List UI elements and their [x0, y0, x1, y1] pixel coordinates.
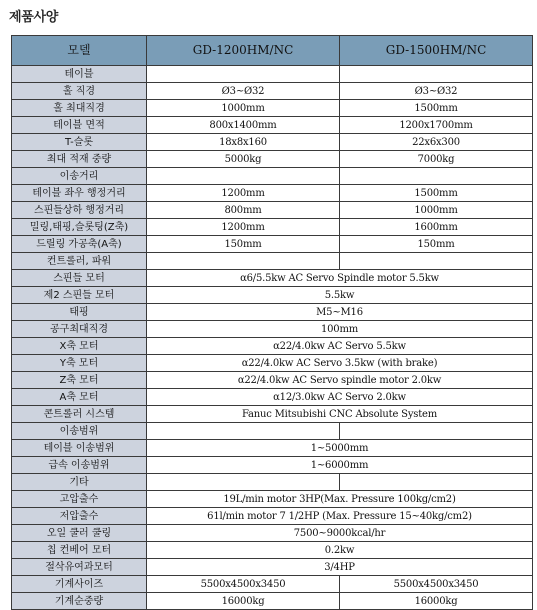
- section-blank-cell: [340, 66, 533, 83]
- spec-value: 61l/min motor 7 1/2HP (Max. Pressure 15~40kg/cm2): [147, 508, 533, 525]
- spec-value-model-2: 1000mm: [340, 202, 533, 219]
- spec-value-model-1: 800x1400mm: [147, 117, 340, 134]
- section-blank-cell: [147, 66, 340, 83]
- spec-value: Fanuc Mitsubishi CNC Absolute System: [147, 406, 533, 423]
- spec-label: 스핀들상하 행정거리: [12, 202, 147, 219]
- table-row: [12, 355, 533, 372]
- spec-label: 밀링,태핑,슬롯팅(Z축): [12, 219, 147, 236]
- spec-value-model-1: Ø3~Ø32: [147, 83, 340, 100]
- table-row: [12, 321, 533, 338]
- spec-value-model-2: 5500x4500x3450: [340, 576, 533, 593]
- spec-value-model-1: 800mm: [147, 202, 340, 219]
- section-header-row: [12, 66, 533, 83]
- section-label: 컨트롤러, 파워: [12, 253, 147, 270]
- spec-value-model-1: 16000kg: [147, 593, 340, 610]
- table-row: [12, 440, 533, 457]
- spec-label: 드릴링 가공축(A축): [12, 236, 147, 253]
- spec-value-model-2: 7000kg: [340, 151, 533, 168]
- spec-value: 1~6000mm: [147, 457, 533, 474]
- spec-label: 기계순중량: [12, 593, 147, 610]
- spec-label: T-슬롯: [12, 134, 147, 151]
- table-row: [12, 83, 533, 100]
- spec-value: 1~5000mm: [147, 440, 533, 457]
- table-row: [12, 134, 533, 151]
- table-row: [12, 100, 533, 117]
- spec-value-model-1: 1200mm: [147, 185, 340, 202]
- spec-label: 오일 쿨러 쿨링: [12, 525, 147, 542]
- spec-value-model-2: 1500mm: [340, 100, 533, 117]
- spec-label: 콘트롤러 시스템: [12, 406, 147, 423]
- section-blank-cell: [340, 423, 533, 440]
- model-name-2: GD-1500HM/NC: [340, 36, 533, 66]
- spec-label: 태핑: [12, 304, 147, 321]
- table-row: [12, 542, 533, 559]
- spec-label: 절삭유여과모터: [12, 559, 147, 576]
- spec-value-model-1: 1000mm: [147, 100, 340, 117]
- table-row: [12, 151, 533, 168]
- section-blank-cell: [340, 474, 533, 491]
- spec-value: α22/4.0kw AC Servo 3.5kw (with brake): [147, 355, 533, 372]
- model-name-1: GD-1200HM/NC: [147, 36, 340, 66]
- table-row: [12, 525, 533, 542]
- table-row: [12, 457, 533, 474]
- spec-label: 테이블 면적: [12, 117, 147, 134]
- spec-value: α22/4.0kw AC Servo spindle motor 2.0kw: [147, 372, 533, 389]
- spec-label: X축 모터: [12, 338, 147, 355]
- spec-table-body: [12, 66, 533, 610]
- table-row: [12, 508, 533, 525]
- table-row: [12, 219, 533, 236]
- spec-value: 100mm: [147, 321, 533, 338]
- spec-value-model-2: 22x6x300: [340, 134, 533, 151]
- spec-value-model-2: 1600mm: [340, 219, 533, 236]
- section-blank-cell: [147, 423, 340, 440]
- section-blank-cell: [340, 168, 533, 185]
- table-row: [12, 236, 533, 253]
- page-title: 제품사양: [9, 10, 59, 25]
- spec-value: α12/3.0kw AC Servo 2.0kw: [147, 389, 533, 406]
- spec-value-model-1: 18x8x160: [147, 134, 340, 151]
- spec-label: 홀 최대직경: [12, 100, 147, 117]
- spec-value-model-2: 1500mm: [340, 185, 533, 202]
- spec-label: 칩 컨베어 모터: [12, 542, 147, 559]
- spec-value-model-2: 1200x1700mm: [340, 117, 533, 134]
- spec-value-model-2: 150mm: [340, 236, 533, 253]
- table-row: [12, 593, 533, 610]
- spec-value-model-1: 5500x4500x3450: [147, 576, 340, 593]
- table-header-row: [12, 36, 533, 66]
- spec-value-model-2: Ø3~Ø32: [340, 83, 533, 100]
- section-label: 이송범위: [12, 423, 147, 440]
- spec-label: 홀 직경: [12, 83, 147, 100]
- table-row: [12, 202, 533, 219]
- spec-label: A축 모터: [12, 389, 147, 406]
- spec-table: [11, 35, 533, 610]
- section-header-row: [12, 423, 533, 440]
- spec-value: 7500~9000kcal/hr: [147, 525, 533, 542]
- table-row: [12, 389, 533, 406]
- spec-value: 5.5kw: [147, 287, 533, 304]
- table-row: [12, 576, 533, 593]
- spec-value: 19L/min motor 3HP(Max. Pressure 100kg/cm2): [147, 491, 533, 508]
- section-label: 이송거리: [12, 168, 147, 185]
- spec-label: Z축 모터: [12, 372, 147, 389]
- section-blank-cell: [340, 253, 533, 270]
- spec-value: α22/4.0kw AC Servo 5.5kw: [147, 338, 533, 355]
- spec-value: 0.2kw: [147, 542, 533, 559]
- table-row: [12, 270, 533, 287]
- spec-label: 고압출수: [12, 491, 147, 508]
- spec-label: 최대 적재 중량: [12, 151, 147, 168]
- table-row: [12, 117, 533, 134]
- model-header: 모델: [12, 36, 147, 66]
- spec-label: 제2 스핀들 모터: [12, 287, 147, 304]
- table-row: [12, 491, 533, 508]
- section-header-row: [12, 474, 533, 491]
- spec-value: 3/4HP: [147, 559, 533, 576]
- spec-value: M5~M16: [147, 304, 533, 321]
- table-row: [12, 185, 533, 202]
- spec-value-model-1: 1200mm: [147, 219, 340, 236]
- section-blank-cell: [147, 168, 340, 185]
- spec-value-model-1: 150mm: [147, 236, 340, 253]
- spec-label: 저압출수: [12, 508, 147, 525]
- section-label: 테이블: [12, 66, 147, 83]
- spec-value-model-1: 5000kg: [147, 151, 340, 168]
- spec-label: 급속 이송범위: [12, 457, 147, 474]
- spec-label: Y축 모터: [12, 355, 147, 372]
- spec-value: α6/5.5kw AC Servo Spindle motor 5.5kw: [147, 270, 533, 287]
- table-row: [12, 338, 533, 355]
- table-row: [12, 372, 533, 389]
- spec-label: 스핀들 모터: [12, 270, 147, 287]
- section-header-row: [12, 168, 533, 185]
- section-label: 기타: [12, 474, 147, 491]
- table-row: [12, 406, 533, 423]
- section-blank-cell: [147, 253, 340, 270]
- section-blank-cell: [147, 474, 340, 491]
- spec-label: 테이블 이송범위: [12, 440, 147, 457]
- spec-label: 공구최대직경: [12, 321, 147, 338]
- table-row: [12, 559, 533, 576]
- spec-value-model-2: 16000kg: [340, 593, 533, 610]
- spec-label: 테이블 좌우 행정거리: [12, 185, 147, 202]
- table-row: [12, 304, 533, 321]
- section-header-row: [12, 253, 533, 270]
- spec-label: 기계사이즈: [12, 576, 147, 593]
- table-row: [12, 287, 533, 304]
